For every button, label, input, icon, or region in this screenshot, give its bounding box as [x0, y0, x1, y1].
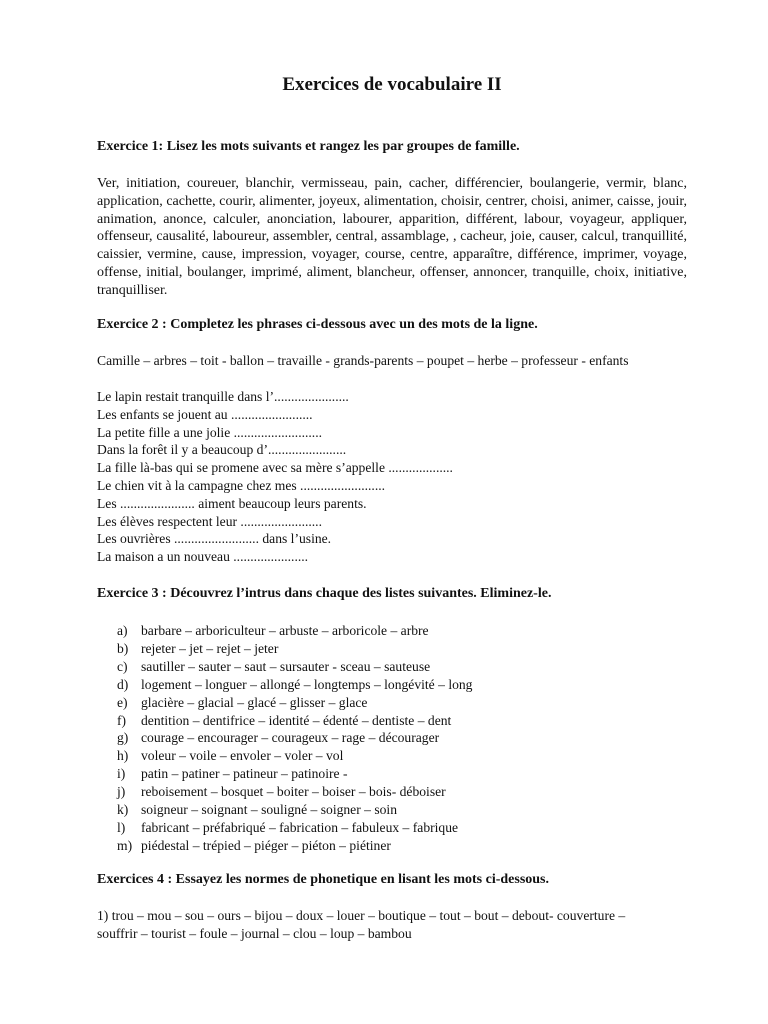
exercise-1-heading: Exercice 1: Lisez les mots suivants et rangez les par groupes de famille. — [97, 139, 520, 154]
list-marker: l) — [117, 819, 126, 835]
exercise-2-sentences — [97, 388, 453, 566]
exercise-4-heading: Exercices 4 : Essayez les normes de phonetique en lisant les mots ci-dessous. — [97, 872, 549, 887]
sentence-item: Les enfants se jouent au ........................ — [97, 406, 313, 422]
exercise-3-list — [117, 622, 472, 855]
list-item — [117, 819, 472, 837]
list-marker: m) — [117, 837, 133, 853]
list-item-text: sautiller – sauter – saut – sursauter - sceau – sauteuse — [141, 658, 431, 674]
list-marker: a) — [117, 623, 128, 638]
list-item-text: rejeter – jet – rejet – jeter — [141, 640, 279, 656]
list-marker: g) — [117, 730, 129, 746]
list-item — [117, 765, 472, 783]
list-item — [117, 783, 472, 801]
sentence-item: Les ouvrières ......................... dans l’usine. — [97, 531, 332, 547]
list-item — [117, 801, 472, 819]
list-item-text: piédestal – trépied – piéger – piéton – piétiner — [141, 837, 391, 853]
list-marker: e) — [117, 694, 128, 710]
list-item-text: dentition – dentifrice – identité – édenté – dentiste – dent — [141, 712, 452, 728]
sentence-item: Les élèves respectent leur ........................ — [97, 513, 322, 529]
list-item-text: patin – patiner – patineur – patinoire - — [141, 766, 348, 782]
sentence-item: Le lapin restait tranquille dans l’...................... — [97, 389, 349, 404]
sentence-item: Les ...................... aiment beaucoup leurs parents. — [97, 495, 367, 511]
sentence-item: La petite fille a une jolie .......................... — [97, 424, 322, 440]
list-item — [117, 676, 472, 694]
list-marker: f) — [117, 712, 127, 728]
list-item-text: voleur – voile – envoler – voler – vol — [141, 748, 344, 764]
list-item-text: soigneur – soignant – souligné – soigner – soin — [141, 802, 397, 818]
sentence-item: Le chien vit à la campagne chez mes ......................... — [97, 477, 386, 493]
sentence-item: Dans la forêt il y a beaucoup d’....................... — [97, 442, 347, 458]
list-item — [117, 694, 472, 712]
list-marker: d) — [117, 676, 129, 692]
sentence-item: La fille là-bas qui se promene avec sa mère s’appelle ................... — [97, 460, 453, 476]
list-item-text: courage – encourager – courageux – rage – décourager — [141, 730, 440, 746]
list-item — [117, 729, 472, 747]
list-item — [117, 640, 472, 658]
list-item-text: barbare – arboriculteur – arbuste – arboricole – arbre — [141, 623, 429, 638]
exercise-2-heading: Exercice 2 : Completez les phrases ci-dessous avec un des mots de la ligne. — [97, 317, 538, 332]
list-marker: k) — [117, 802, 129, 818]
list-marker: j) — [117, 784, 126, 800]
list-marker: h) — [117, 748, 129, 764]
exercise-4-line-1: 1) trou – mou – sou – ours – bijou – doux – louer – boutique – tout – bout – debout- couverture – — [97, 908, 626, 923]
list-item — [117, 658, 472, 676]
exercise-3-heading: Exercice 3 : Découvrez l’intrus dans chaque des listes suivantes. Eliminez-le. — [97, 586, 552, 601]
sentence-item: La maison a un nouveau ...................... — [97, 549, 309, 565]
exercise-2-word-line: Camille – arbres – toit - ballon – travaille - grands-parents – poupet – herbe – professeur - enfants — [97, 353, 629, 368]
list-marker: i) — [117, 766, 126, 782]
page-title: Exercices de vocabulaire II — [282, 74, 502, 95]
list-item — [117, 837, 472, 855]
list-item-text: glacière – glacial – glacé – glisser – glace — [141, 694, 368, 710]
list-item — [117, 747, 472, 765]
list-item-text: logement – longuer – allongé – longtemps – longévité – long — [141, 676, 473, 692]
list-item — [117, 622, 472, 640]
exercise-1-word-list: Ver, initiation, coureuer, blanchir, vermisseau, pain, cacher, différencier, boulangerie, vermir, blanc, application, cachette, courir, alimenter, joyeux, alimentation, choisir, centrer, choisi, animer, caisse, jouir, animation, anonce, calculer, anonciation, labourer, apparition, différent, labour, voyageur, appliquer, offenseur, causalité, laboureur, assembler, central, assamblage, , cacheur, joie, causer, calcul, tranquillité, caissier, vermine, cause, impression, voyager, course, centre, apparaître, différence, imprimer, voyage, offense, initial, boulanger, imprimé, aliment, blancheur, offenser, annoncer, tranquille, choix, initiative, tranquilliser. — [97, 176, 687, 298]
list-item-text: reboisement – bosquet – boiter – boiser – bois- déboiser — [141, 784, 446, 800]
list-marker: c) — [117, 658, 128, 674]
exercise-4-line-2: souffrir – tourist – foule – journal – clou – loup – bambou — [97, 926, 412, 941]
list-marker: b) — [117, 640, 129, 656]
list-item-text: fabricant – préfabriqué – fabrication – fabuleux – fabrique — [141, 819, 459, 835]
list-item — [117, 712, 472, 730]
